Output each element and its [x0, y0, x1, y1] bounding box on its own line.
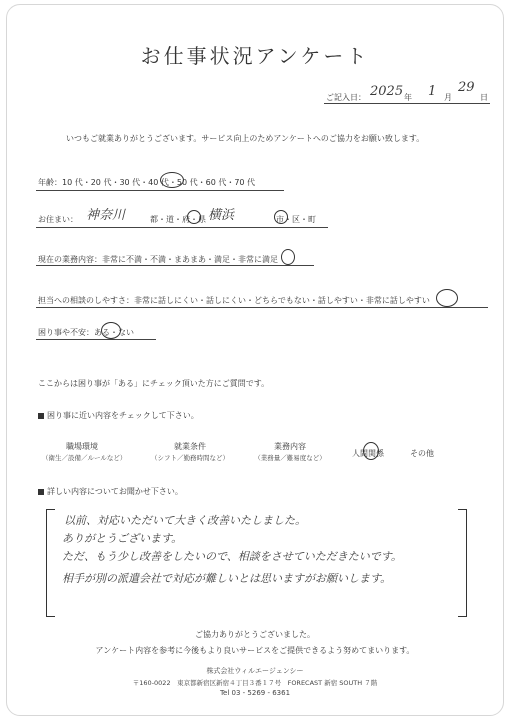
handwritten-line: 以前、対応いただいて大きく改善いたしました。 — [64, 514, 306, 527]
trouble-underline — [36, 339, 156, 340]
date-year-unit: 年 — [404, 93, 412, 102]
category-title: その他 — [410, 449, 434, 458]
trouble-question: 困り事や不安：ある・ない — [38, 328, 134, 337]
survey-sheet — [6, 4, 504, 716]
trouble-selected-circle — [101, 322, 121, 339]
category-sub: （業務量／難易度など） — [254, 454, 326, 462]
check-heading: 困り事に近い内容をチェックして下さい。 — [38, 410, 199, 421]
thanks-text: ご協力ありがとうございました。 — [195, 630, 315, 639]
address-underline — [36, 227, 328, 228]
category-title: 業務内容 — [274, 442, 306, 451]
category-sub: （シフト／勤務時間など） — [151, 454, 229, 462]
details-heading: 詳しい内容についてお聞かせ下さい。 — [38, 486, 183, 497]
consult-selected-circle — [436, 289, 458, 307]
handwritten-line: 相手が別の派遣会社で対応が難しいとは思いますがお願いします。 — [62, 572, 392, 585]
company-tel: Tel 03 - 5269 - 6361 — [219, 689, 291, 697]
age-selected-circle — [160, 172, 184, 188]
company-address: 〒160-0022 東京都新宿区新宿４丁目３番１７号 FORECAST 新宿 SOUTH ７階 — [132, 679, 378, 687]
right-bracket — [458, 509, 467, 617]
pref-selected-circle — [187, 210, 201, 224]
left-bracket — [46, 509, 55, 617]
page-title: お仕事状況アンケート — [140, 44, 370, 68]
followup-text: ここからは困り事が「ある」にチェック頂いた方にご質問です。 — [38, 379, 270, 388]
category-title: 職場環境 — [66, 442, 98, 451]
address-label: お住まい： — [38, 215, 78, 224]
handwritten-line: ただ、もう少し改善をしたいので、相談をさせていただきたいです。 — [62, 550, 402, 563]
city-selected-circle — [274, 210, 288, 224]
address-pref-units: 都・道・府・県 — [150, 215, 206, 224]
address-city: 横浜 — [208, 208, 235, 223]
category-sub: （衛生／設備／ルールなど） — [42, 454, 127, 462]
thanks-text-2: アンケート内容を参考に今後もより良いサービスをご提供できるよう努めてまいります。 — [95, 646, 415, 655]
company-name: 株式会社ウィルエージェンシー — [206, 667, 304, 675]
date-month: 1 — [428, 84, 437, 99]
category-selected-circle — [363, 442, 379, 460]
square-bullet-icon — [38, 489, 44, 495]
category-title: 人間関係 — [352, 449, 384, 458]
date-day-unit: 日 — [480, 93, 488, 102]
age-question: 年齢：10 代・20 代・30 代・40 代・50 代・60 代・70 代 — [38, 178, 256, 187]
age-underline — [36, 190, 284, 191]
category-title: 就業条件 — [174, 442, 206, 451]
address-pref: 神奈川 — [86, 208, 126, 223]
address-city-units: 市・区・町 — [276, 215, 316, 224]
intro-text: いつもご就業ありがとうございます。サービス向上のためアンケートへのご協力をお願い致します。 — [66, 134, 425, 143]
square-bullet-icon — [38, 413, 44, 419]
date-month-unit: 月 — [444, 93, 452, 102]
job-underline — [36, 265, 314, 266]
handwritten-line: ありがとうございます。 — [62, 532, 183, 545]
date-label: ご記入日： — [326, 93, 366, 102]
date-year: 2025 — [370, 84, 404, 99]
job-selected-circle — [281, 249, 295, 265]
date-day: 29 — [458, 80, 475, 95]
consult-question: 担当への相談のしやすさ：非常に話しにくい・話しにくい・どちらでもない・話しやすい・非常に話しやすい — [38, 296, 430, 305]
consult-underline — [36, 307, 488, 308]
job-question: 現在の業務内容：非常に不満・不満・まあまあ・満足・非常に満足 — [38, 255, 278, 264]
date-underline — [324, 103, 490, 104]
